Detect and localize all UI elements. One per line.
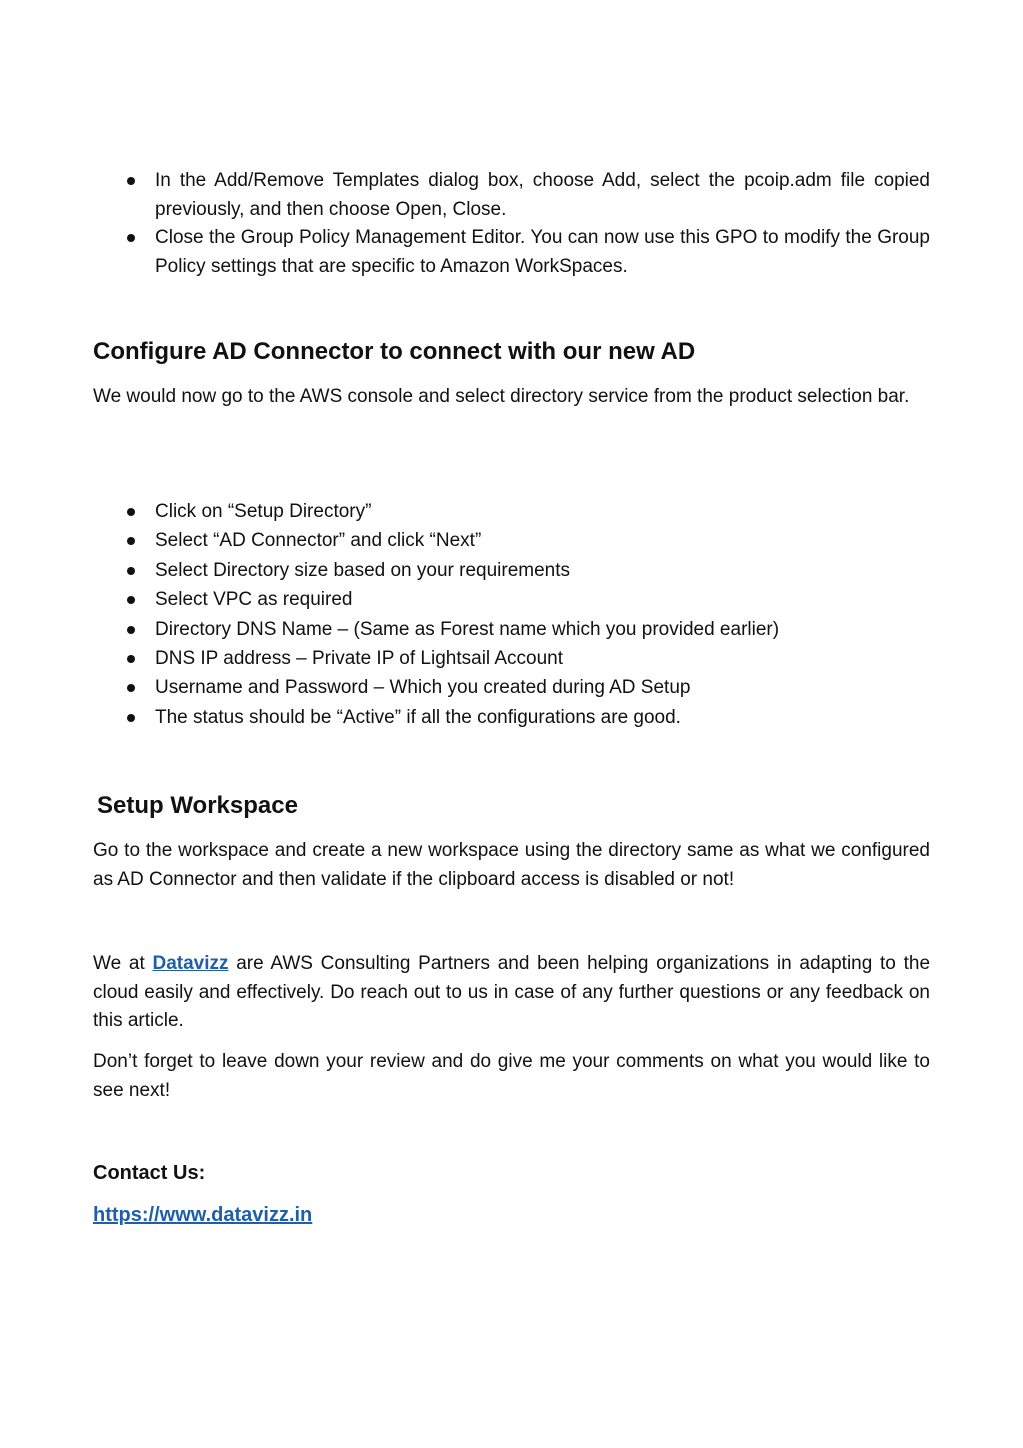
list-item (93, 526, 930, 555)
bullet-icon (127, 537, 135, 545)
list-item-text: Select Directory size based on your requirements (155, 559, 571, 581)
list-item-text: DNS IP address – Private IP of Lightsail Account (155, 648, 564, 670)
list-item-text: Username and Password – Which you created during AD Setup (155, 677, 691, 699)
contact-url-line (93, 1204, 930, 1227)
list-item (93, 673, 930, 702)
bullet-icon (127, 596, 135, 604)
list-item (93, 167, 930, 224)
bullet-icon (127, 714, 135, 722)
section-body: Go to the workspace and create a new workspace using the directory same as what we configured as AD Connector and then validate if the clipboard access is disabled or not! (93, 840, 930, 890)
bullet-icon (127, 684, 135, 692)
bullet-icon (127, 567, 135, 575)
list-item-text: Click on “Setup Directory” (155, 501, 372, 522)
datavizz-link[interactable]: Datavizz (152, 953, 229, 974)
list-item (93, 644, 930, 673)
list-item (93, 703, 930, 732)
list-item (93, 585, 930, 614)
list-item-text: In the Add/Remove Templates dialog box, choose Add, select the pcoip.adm file copied previously, and then choose Open, Close. (155, 170, 930, 220)
top-bullet-list (93, 167, 930, 281)
website-link[interactable]: https://www.datavizz.in (93, 1204, 313, 1226)
list-item-text: Close the Group Policy Management Editor. You can now use this GPO to modify the Group Policy settings that are specific to Amazon WorkSpaces. (155, 227, 930, 277)
list-item (93, 615, 930, 644)
section-intro: We would now go to the AWS console and select directory service from the product selection bar. (93, 386, 910, 407)
list-item-text: Select “AD Connector” and click “Next” (155, 530, 482, 552)
section-heading-ad-connector: Configure AD Connector to connect with our new AD (93, 338, 696, 365)
setup-steps-list (93, 497, 930, 732)
bullet-icon (127, 508, 135, 516)
bullet-icon (127, 655, 135, 663)
list-item-text: The status should be “Active” if all the configurations are good. (155, 706, 681, 728)
review-paragraph: Don’t forget to leave down your review and do give me your comments on what you would like to see next! (93, 1051, 930, 1101)
section-heading-setup-workspace: Setup Workspace (97, 792, 298, 819)
closing-prefix: We at (93, 953, 153, 974)
bullet-icon (127, 177, 135, 185)
bullet-icon (127, 234, 135, 242)
list-item-text: Directory DNS Name – (Same as Forest name which you provided earlier) (155, 618, 780, 640)
list-item (93, 497, 930, 526)
list-item (93, 556, 930, 585)
contact-heading: Contact Us: (93, 1162, 206, 1184)
closing-suffix: are AWS Consulting Partners and been helping organizations in adapting to the cloud easily and effectively. Do reach out to us in case of any further questions or any feedback on this article. (93, 953, 931, 1031)
list-item (93, 224, 930, 281)
closing-paragraph (93, 950, 930, 1036)
bullet-icon (127, 626, 135, 634)
list-item-text: Select VPC as required (155, 589, 353, 611)
